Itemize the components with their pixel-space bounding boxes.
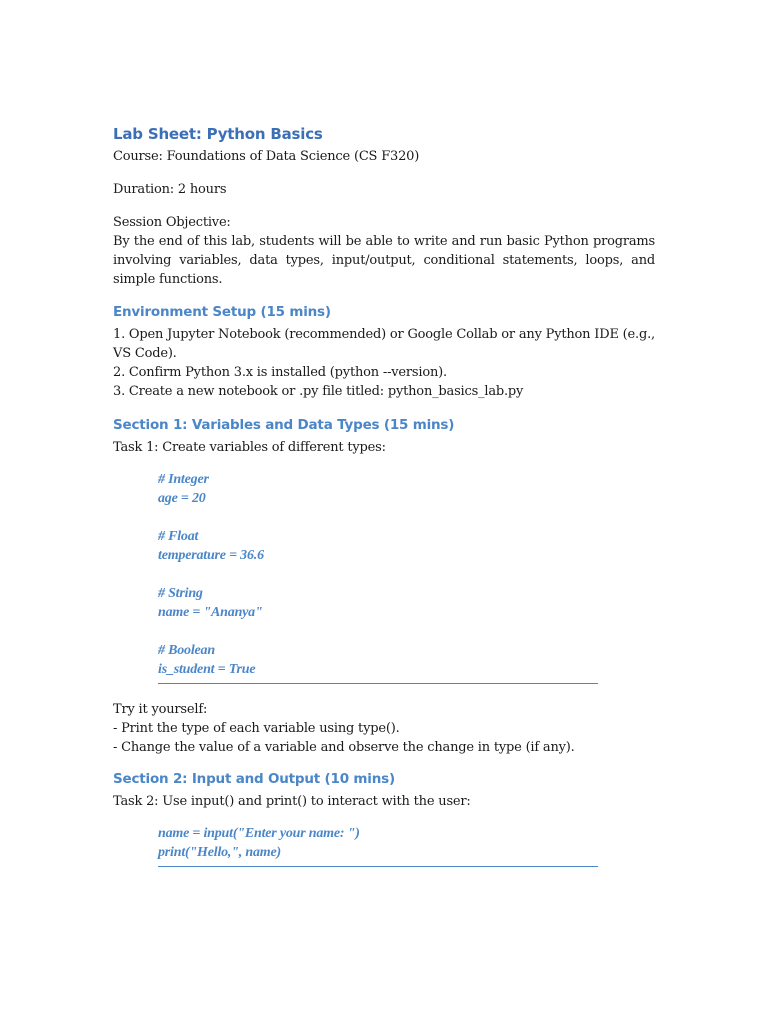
section2-heading: Section 2: Input and Output (10 mins) [113,771,395,787]
code-line: age = 20 [158,491,206,506]
code-line: is_student = True [158,662,256,677]
env-step-3: 3. Create a new notebook or .py file titled: python_basics_lab.py [113,384,524,399]
code-line: # String [158,586,203,601]
code-line: # Integer [158,472,209,487]
code-line: name = "Ananya" [158,605,263,620]
code-line: temperature = 36.6 [158,548,264,563]
document-content [113,125,655,867]
course-line: Course: Foundations of Data Science (CS F320) [113,149,420,164]
env-setup-heading: Environment Setup (15 mins) [113,304,331,320]
page-title: Lab Sheet: Python Basics [113,125,323,143]
code-line: print("Hello,", name) [158,845,281,860]
section1-heading: Section 1: Variables and Data Types (15 mins) [113,417,455,433]
env-step-2: 2. Confirm Python 3.x is installed (python --version). [113,365,447,380]
duration-line: Duration: 2 hours [113,182,227,197]
code-line: name = input("Enter your name: ") [158,826,360,841]
section2-code-block [158,824,598,867]
code-line: # Boolean [158,643,215,658]
try-item-1: - Print the type of each variable using type(). [113,721,400,736]
env-step-1: 1. Open Jupyter Notebook (recommended) or Google Collab or any Python IDE (e.g., VS Code). [113,327,655,361]
code-line: # Float [158,529,199,544]
objective-label: Session Objective: [113,215,231,230]
try-item-2: - Change the value of a variable and observe the change in type (if any). [113,740,575,755]
section2-task: Task 2: Use input() and print() to interact with the user: [113,794,471,809]
objective-text: By the end of this lab, students will be able to write and run basic Python programs involving variables, data types, input/output, conditional statements, loops, and simple functions. [113,234,655,287]
section1-code-block [158,470,598,684]
code-block-divider [158,866,598,867]
try-it-label: Try it yourself: [113,702,208,717]
section1-task: Task 1: Create variables of different types: [113,440,386,455]
